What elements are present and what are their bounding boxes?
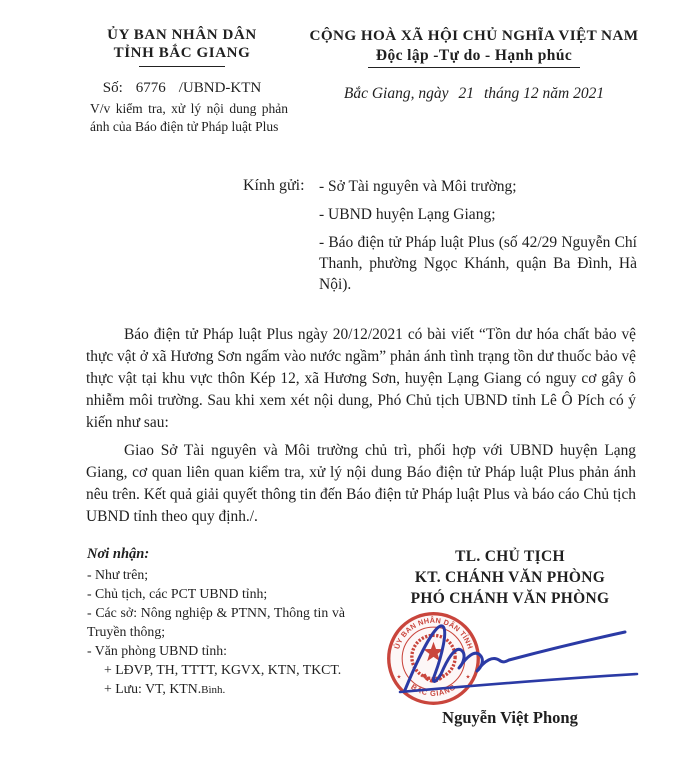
issuer-divider xyxy=(139,66,225,67)
seal-star-right: ★ xyxy=(465,674,471,681)
luu-suffix: Bình. xyxy=(201,684,226,696)
recipient-item: - Báo điện tử Pháp luật Plus (số 42/29 Nguyễn Chí Thanh, phường Ngọc Khánh, quận Ba Đình, Hà Nội). xyxy=(319,234,637,293)
national-motto-line2-wrap xyxy=(308,46,640,68)
signer-name: Nguyễn Việt Phong xyxy=(442,708,578,727)
national-header-block xyxy=(308,26,640,136)
date-suffix: tháng 12 năm 2021 xyxy=(483,85,605,102)
noi-nhan-title: Nơi nhận: xyxy=(87,546,150,562)
date-prefix: Bắc Giang, ngày xyxy=(343,85,449,102)
signer-title-1: TL. CHỦ TỊCH xyxy=(455,548,565,565)
salutation-label: Kính gửi: xyxy=(243,177,305,194)
recipient-item: - Sở Tài nguyên và Môi trường; xyxy=(319,178,517,195)
recipient-item: - UBND huyện Lạng Giang; xyxy=(319,206,496,223)
noi-nhan-block xyxy=(87,546,345,700)
signature-stroke-main xyxy=(405,626,625,690)
document-number-label: Số: xyxy=(102,80,123,96)
document-number-line xyxy=(56,80,308,97)
noi-nhan-item: + LĐVP, TH, TTTT, KGVX, KTN, TKCT. xyxy=(104,662,342,677)
date-day: 21 xyxy=(458,85,474,102)
handwritten-signature xyxy=(379,616,669,716)
issuing-authority-line2: TỈNH BẮC GIANG xyxy=(113,45,251,61)
body-paragraph-1: Báo điện tử Pháp luật Plus ngày 20/12/2021 có bài viết “Tồn dư hóa chất bảo vệ thực vật ở xã Hương Sơn ngấm vào nước ngầm” phản ánh tình trạng tồn dư thuốc bảo vệ thực vật tại khu vực thôn Kép 12, xã Hương Sơn, huyện Lạng Giang có nguy cơ gây ô nhiễm môi trường. Sau khi xem xét nội dung, Phó Chủ tịch UBND tỉnh Lê Ô Pích có ý kiến như sau: xyxy=(86,326,636,431)
signature-block xyxy=(349,546,671,729)
document-number: 6776 xyxy=(135,80,166,96)
recipient-list xyxy=(319,176,637,302)
seal-top-text: ỦY BAN NHÂN DÂN TỈNH xyxy=(392,615,475,651)
noi-nhan-item: - Chủ tịch, các PCT UBND tỉnh; xyxy=(87,586,268,601)
document-body xyxy=(86,324,636,528)
body-paragraph-2: Giao Sở Tài nguyên và Môi trường chủ trì, phối hợp với UBND huyện Lạng Giang, cơ quan liên quan kiểm tra, xử lý nội dung Báo điện tử Pháp luật Plus phản ánh nêu trên. Kết quả giải quyết thông tin đến Báo điện tử Pháp luật Plus và báo cáo Chủ tịch UBND tỉnh theo quy định./. xyxy=(86,442,636,525)
document-header xyxy=(0,0,680,136)
signer-title-3: PHÓ CHÁNH VĂN PHÒNG xyxy=(410,590,610,607)
issuing-authority-line1: ỦY BAN NHÂN DÂN xyxy=(107,27,257,43)
document-number-code: /UBND-KTN xyxy=(178,80,262,96)
noi-nhan-item: - Các sở: Nông nghiệp & PTNN, Thông tin và Truyền thông; xyxy=(87,605,345,639)
national-motto-line1: CỘNG HOÀ XÃ HỘI CHỦ NGHĨA VIỆT NAM xyxy=(309,27,639,44)
national-motto-line2: Độc lập -Tự do - Hạnh phúc xyxy=(368,46,580,68)
issuing-authority-block xyxy=(56,26,308,136)
luu-line: + Lưu: VT, KTN. xyxy=(104,681,202,696)
seal-and-signature-area xyxy=(349,610,671,707)
noi-nhan-item: - Văn phòng UBND tỉnh: xyxy=(87,643,228,658)
document-subject: V/v kiểm tra, xử lý nội dung phản ánh của Báo điện tử Pháp luật Plus xyxy=(90,101,288,134)
salutation-section xyxy=(243,176,680,302)
noi-nhan-item xyxy=(87,679,345,700)
signer-title-2: KT. CHÁNH VĂN PHÒNG xyxy=(414,569,606,586)
seal-star-left: ★ xyxy=(396,674,402,681)
place-date-line xyxy=(308,85,640,103)
noi-nhan-item: - Như trên; xyxy=(87,567,149,582)
seal-bottom-text: BẮC GIANG xyxy=(409,682,458,698)
document-footer xyxy=(87,546,680,729)
